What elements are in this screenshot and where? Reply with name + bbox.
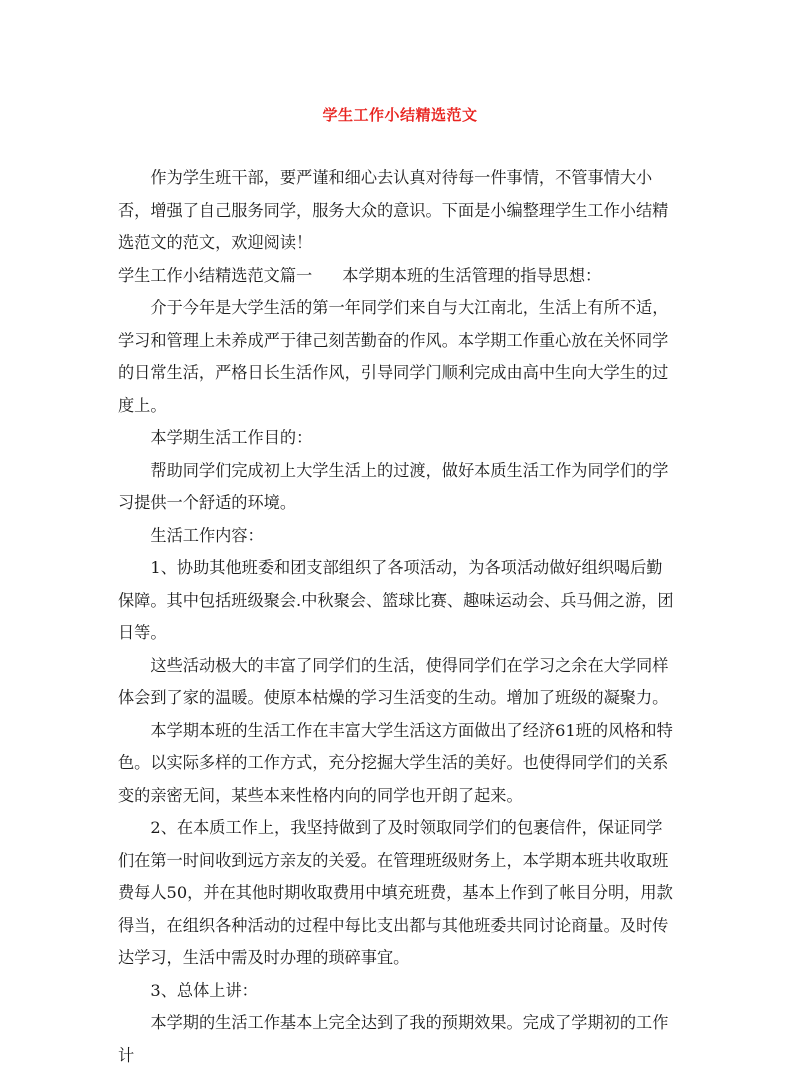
document-title: 学生工作小结精选范文 (322, 106, 478, 124)
section-subheading: 本学期本班的生活管理的指导思想： (342, 265, 602, 285)
paragraph-8: 2、在本质工作上，我坚持做到了及时领取同学们的包裹信件，保证同学们在第一时间收到远方亲友的关爱。在管理班级财务上，本学期本班共收取班费每人50，并在其他时期收取费用中填充班费，基本上作到了帐目分明，用款得当，在组织各种活动的过程中每比支出都与其他班委共同讨论商量。及时传达学习，生活中需及时办理的琐碎事宜。 (118, 818, 673, 967)
paragraph-9: 3、总体上讲： (150, 980, 258, 1000)
paragraph-3: 帮助同学们完成初上大学生活上的过渡，做好本质生活工作为同学们的学习提供一个舒适的环境。 (118, 460, 669, 512)
paragraph-6: 这些活动极大的丰富了同学们的生活，使得同学们在学习之余在大学同样体会到了家的温暖。使原本枯燥的学习生活变的生动。增加了班级的凝聚力。 (118, 655, 669, 707)
paragraph-5: 1、协助其他班委和团支部组织了各项活动，为各项活动做好组织喝后勤保障。其中包括班级聚会.中秋聚会、篮球比赛、趣味运动会、兵马佣之游，团日等。 (118, 558, 674, 642)
document-body (118, 162, 678, 1072)
intro-paragraph: 作为学生班干部，要严谨和细心去认真对待每一件事情，不管事情大小否，增强了自己服务同学，服务大众的意识。下面是小编整理学生工作小结精选范文的范文，欢迎阅读！ (118, 168, 669, 252)
paragraph-1: 介于今年是大学生活的第一年同学们来自与大江南北，生活上有所不适，学习和管理上未养成严于律己刻苦勤奋的作风。本学期工作重心放在关怀同学的日常生活，严格日长生活作风，引导同学门顺利完成由高中生向大学生的过度上。 (118, 298, 669, 415)
paragraph-2: 本学期生活工作目的： (150, 428, 313, 447)
section-heading: 学生工作小结精选范文篇一 (118, 265, 313, 285)
section-heading-line (118, 260, 678, 293)
paragraph-10: 本学期的生活工作基本上完全达到了我的预期效果。完成了学期初的工作计 (118, 1013, 669, 1065)
paragraph-7: 本学期本班的生活工作在丰富大学生活这方面做出了经济61班的风格和特色。以实际多样的工作方式，充分挖掘大学生活的美好。也使得同学们的关系变的亲密无间，某些本来性格内向的同学也开朗了起来。 (118, 720, 673, 805)
paragraph-4: 生活工作内容： (150, 525, 264, 545)
